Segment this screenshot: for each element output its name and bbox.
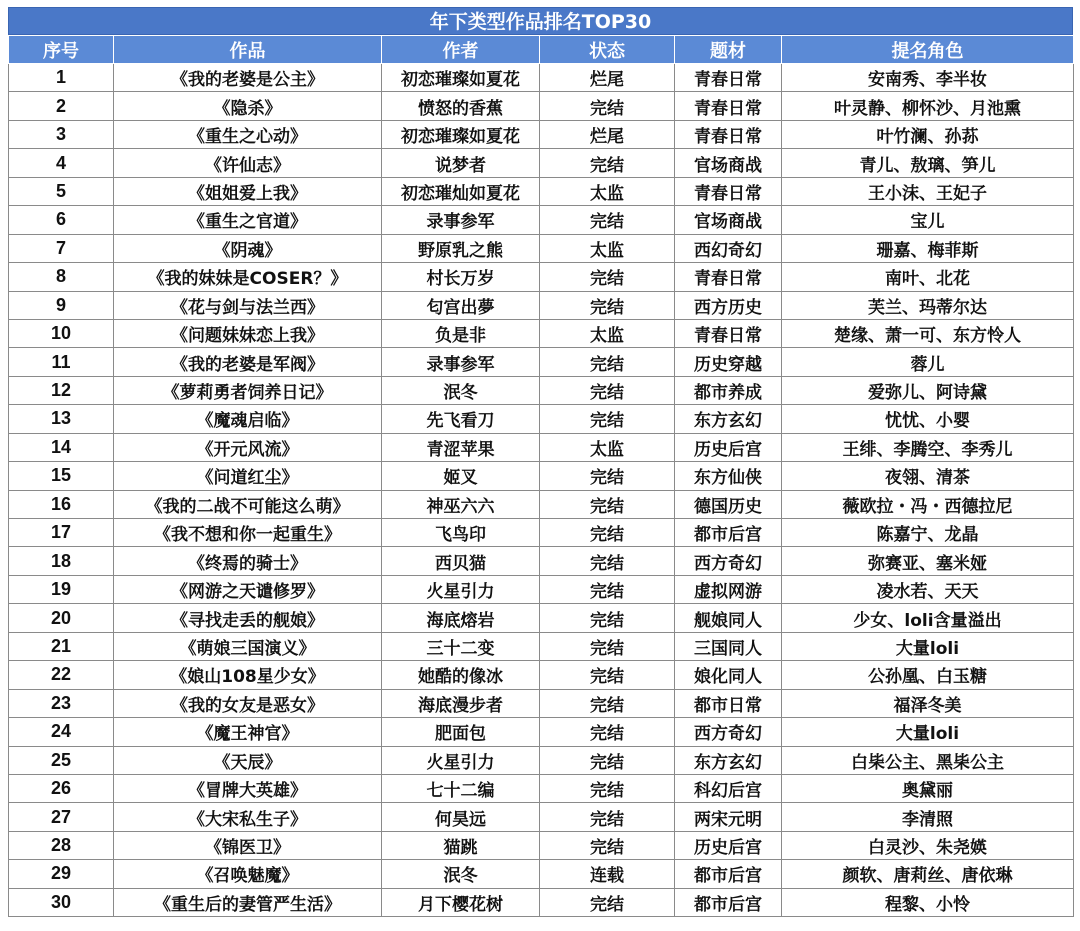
table-row (9, 547, 1074, 575)
cell-status: 完结 (540, 291, 675, 319)
cell-characters: 大量loli (782, 718, 1074, 746)
cell-author: 神巫六六 (382, 490, 540, 518)
cell-work: 《锦医卫》 (114, 831, 382, 859)
header-characters: 提名角色 (782, 36, 1074, 64)
cell-characters: 白枈公主、黑枈公主 (782, 746, 1074, 774)
cell-author: 录事参军 (382, 206, 540, 234)
table-row (9, 234, 1074, 262)
cell-author: 说梦者 (382, 149, 540, 177)
cell-rank: 1 (9, 64, 114, 92)
cell-characters: 奥黛丽 (782, 774, 1074, 802)
table-row (9, 689, 1074, 717)
table-row (9, 718, 1074, 746)
cell-work: 《魔魂启临》 (114, 405, 382, 433)
cell-work: 《萝莉勇者饲养日记》 (114, 376, 382, 404)
cell-work: 《寻找走丢的舰娘》 (114, 604, 382, 632)
cell-rank: 13 (9, 405, 114, 433)
cell-genre: 青春日常 (675, 319, 782, 347)
cell-status: 完结 (540, 149, 675, 177)
header-genre: 题材 (675, 36, 782, 64)
cell-genre: 青春日常 (675, 92, 782, 120)
table-row (9, 433, 1074, 461)
cell-work: 《我不想和你一起重生》 (114, 519, 382, 547)
cell-rank: 9 (9, 291, 114, 319)
cell-rank: 4 (9, 149, 114, 177)
table-row (9, 604, 1074, 632)
cell-rank: 5 (9, 177, 114, 205)
cell-status: 烂尾 (540, 120, 675, 148)
cell-rank: 17 (9, 519, 114, 547)
cell-genre: 虚拟网游 (675, 575, 782, 603)
header-status: 状态 (540, 36, 675, 64)
cell-genre: 娘化同人 (675, 661, 782, 689)
cell-work: 《隐杀》 (114, 92, 382, 120)
cell-genre: 东方仙侠 (675, 462, 782, 490)
cell-characters: 安南秀、李半妆 (782, 64, 1074, 92)
cell-characters: 凌水若、天天 (782, 575, 1074, 603)
cell-characters: 大量loli (782, 632, 1074, 660)
table-row (9, 120, 1074, 148)
cell-characters: 公孙凰、白玉糖 (782, 661, 1074, 689)
cell-author: 泯冬 (382, 376, 540, 404)
cell-genre: 德国历史 (675, 490, 782, 518)
cell-status: 完结 (540, 774, 675, 802)
cell-genre: 东方玄幻 (675, 405, 782, 433)
cell-work: 《召唤魅魔》 (114, 860, 382, 888)
header-rank: 序号 (9, 36, 114, 64)
cell-status: 完结 (540, 604, 675, 632)
cell-work: 《终焉的骑士》 (114, 547, 382, 575)
table-row (9, 149, 1074, 177)
cell-author: 初恋璀璨如夏花 (382, 64, 540, 92)
cell-work: 《冒牌大英雄》 (114, 774, 382, 802)
cell-rank: 18 (9, 547, 114, 575)
cell-rank: 28 (9, 831, 114, 859)
cell-genre: 历史后宫 (675, 831, 782, 859)
cell-status: 完结 (540, 263, 675, 291)
cell-author: 三十二变 (382, 632, 540, 660)
cell-characters: 陈嘉宁、龙晶 (782, 519, 1074, 547)
cell-status: 烂尾 (540, 64, 675, 92)
cell-author: 先飞看刀 (382, 405, 540, 433)
cell-status: 完结 (540, 405, 675, 433)
cell-genre: 都市后宫 (675, 888, 782, 916)
table-row (9, 774, 1074, 802)
table-row (9, 490, 1074, 518)
cell-rank: 2 (9, 92, 114, 120)
cell-author: 初恋璀灿如夏花 (382, 177, 540, 205)
cell-rank: 16 (9, 490, 114, 518)
cell-author: 猫跳 (382, 831, 540, 859)
cell-author: 泯冬 (382, 860, 540, 888)
cell-author: 负是非 (382, 319, 540, 347)
table-row (9, 803, 1074, 831)
cell-rank: 24 (9, 718, 114, 746)
cell-characters: 弥赛亚、塞米娅 (782, 547, 1074, 575)
cell-characters: 福泽冬美 (782, 689, 1074, 717)
cell-rank: 12 (9, 376, 114, 404)
cell-status: 完结 (540, 632, 675, 660)
cell-characters: 宝儿 (782, 206, 1074, 234)
cell-status: 完结 (540, 348, 675, 376)
cell-work: 《萌娘三国演义》 (114, 632, 382, 660)
cell-genre: 官场商战 (675, 149, 782, 177)
cell-characters: 蓉儿 (782, 348, 1074, 376)
cell-status: 太监 (540, 433, 675, 461)
cell-work: 《问题妹妹恋上我》 (114, 319, 382, 347)
cell-characters: 叶灵静、柳怀沙、月池熏 (782, 92, 1074, 120)
cell-genre: 三国同人 (675, 632, 782, 660)
cell-rank: 3 (9, 120, 114, 148)
cell-status: 连载 (540, 860, 675, 888)
cell-work: 《问道红尘》 (114, 462, 382, 490)
table-row (9, 319, 1074, 347)
cell-rank: 6 (9, 206, 114, 234)
cell-genre: 西幻奇幻 (675, 234, 782, 262)
cell-rank: 25 (9, 746, 114, 774)
table-row (9, 575, 1074, 603)
cell-rank: 11 (9, 348, 114, 376)
cell-author: 初恋璀璨如夏花 (382, 120, 540, 148)
cell-genre: 西方奇幻 (675, 547, 782, 575)
cell-characters: 楚缘、萧一可、东方怜人 (782, 319, 1074, 347)
cell-work: 《我的妹妹是COSER？》 (114, 263, 382, 291)
cell-genre: 都市日常 (675, 689, 782, 717)
cell-genre: 青春日常 (675, 263, 782, 291)
cell-status: 完结 (540, 519, 675, 547)
cell-status: 完结 (540, 661, 675, 689)
table-row (9, 462, 1074, 490)
table-row (9, 661, 1074, 689)
cell-characters: 王绯、李腾空、李秀儿 (782, 433, 1074, 461)
cell-status: 完结 (540, 462, 675, 490)
header-author: 作者 (382, 36, 540, 64)
cell-author: 月下樱花树 (382, 888, 540, 916)
cell-rank: 20 (9, 604, 114, 632)
cell-work: 《姐姐爱上我》 (114, 177, 382, 205)
cell-work: 《天辰》 (114, 746, 382, 774)
cell-author: 录事参军 (382, 348, 540, 376)
cell-characters: 程黎、小怜 (782, 888, 1074, 916)
table-row (9, 177, 1074, 205)
cell-characters: 薇欧拉・冯・西德拉尼 (782, 490, 1074, 518)
cell-rank: 7 (9, 234, 114, 262)
table-row (9, 92, 1074, 120)
cell-author: 姬叉 (382, 462, 540, 490)
cell-work: 《我的老婆是公主》 (114, 64, 382, 92)
table-row (9, 519, 1074, 547)
table-row (9, 64, 1074, 92)
cell-work: 《我的女友是恶女》 (114, 689, 382, 717)
cell-genre: 历史穿越 (675, 348, 782, 376)
cell-rank: 27 (9, 803, 114, 831)
cell-genre: 西方历史 (675, 291, 782, 319)
cell-characters: 芙兰、玛蒂尔达 (782, 291, 1074, 319)
header-row (9, 36, 1074, 64)
cell-author: 海底熔岩 (382, 604, 540, 632)
cell-genre: 历史后宫 (675, 433, 782, 461)
cell-rank: 8 (9, 263, 114, 291)
cell-rank: 15 (9, 462, 114, 490)
table-row (9, 291, 1074, 319)
cell-rank: 10 (9, 319, 114, 347)
cell-author: 七十二编 (382, 774, 540, 802)
table-row (9, 348, 1074, 376)
table-row (9, 888, 1074, 916)
cell-status: 完结 (540, 888, 675, 916)
cell-work: 《重生后的妻管严生活》 (114, 888, 382, 916)
cell-characters: 李清照 (782, 803, 1074, 831)
cell-status: 完结 (540, 831, 675, 859)
cell-status: 完结 (540, 575, 675, 603)
cell-work: 《网游之天谴修罗》 (114, 575, 382, 603)
table-row (9, 632, 1074, 660)
ranking-table-container (8, 7, 1073, 917)
cell-author: 西贝猫 (382, 547, 540, 575)
cell-work: 《阴魂》 (114, 234, 382, 262)
cell-author: 愤怒的香蕉 (382, 92, 540, 120)
cell-genre: 青春日常 (675, 177, 782, 205)
cell-characters: 白灵沙、朱尧媖 (782, 831, 1074, 859)
cell-genre: 两宋元明 (675, 803, 782, 831)
cell-author: 海底漫步者 (382, 689, 540, 717)
cell-status: 完结 (540, 746, 675, 774)
cell-rank: 30 (9, 888, 114, 916)
cell-status: 完结 (540, 689, 675, 717)
cell-characters: 忧忧、小婴 (782, 405, 1074, 433)
table-row (9, 860, 1074, 888)
cell-rank: 21 (9, 632, 114, 660)
cell-status: 完结 (540, 490, 675, 518)
cell-genre: 科幻后宫 (675, 774, 782, 802)
table-row (9, 405, 1074, 433)
cell-work: 《大宋私生子》 (114, 803, 382, 831)
cell-genre: 都市后宫 (675, 860, 782, 888)
table-row (9, 831, 1074, 859)
cell-author: 火星引力 (382, 746, 540, 774)
table-body (9, 64, 1074, 917)
cell-author: 村长万岁 (382, 263, 540, 291)
cell-status: 完结 (540, 376, 675, 404)
cell-work: 《我的二战不可能这么萌》 (114, 490, 382, 518)
cell-characters: 珊嘉、梅菲斯 (782, 234, 1074, 262)
cell-author: 青涩苹果 (382, 433, 540, 461)
cell-work: 《娘山108星少女》 (114, 661, 382, 689)
cell-work: 《我的老婆是军阀》 (114, 348, 382, 376)
cell-work: 《开元风流》 (114, 433, 382, 461)
cell-rank: 14 (9, 433, 114, 461)
cell-rank: 29 (9, 860, 114, 888)
cell-status: 完结 (540, 92, 675, 120)
cell-author: 肥面包 (382, 718, 540, 746)
header-work: 作品 (114, 36, 382, 64)
cell-status: 完结 (540, 547, 675, 575)
table-row (9, 206, 1074, 234)
cell-author: 匂宫出夢 (382, 291, 540, 319)
cell-rank: 19 (9, 575, 114, 603)
cell-work: 《许仙志》 (114, 149, 382, 177)
cell-work: 《重生之心动》 (114, 120, 382, 148)
cell-rank: 23 (9, 689, 114, 717)
cell-author: 火星引力 (382, 575, 540, 603)
cell-genre: 青春日常 (675, 64, 782, 92)
cell-work: 《魔王神官》 (114, 718, 382, 746)
cell-author: 飞鸟印 (382, 519, 540, 547)
cell-rank: 22 (9, 661, 114, 689)
cell-author: 何昊远 (382, 803, 540, 831)
table-row (9, 746, 1074, 774)
table-title: 年下类型作品排名TOP30 (8, 7, 1073, 35)
cell-work: 《重生之官道》 (114, 206, 382, 234)
cell-status: 完结 (540, 206, 675, 234)
cell-characters: 王小沫、王妃子 (782, 177, 1074, 205)
cell-genre: 舰娘同人 (675, 604, 782, 632)
cell-characters: 夜翎、清茶 (782, 462, 1074, 490)
cell-rank: 26 (9, 774, 114, 802)
cell-characters: 青儿、敖璃、笋儿 (782, 149, 1074, 177)
cell-genre: 官场商战 (675, 206, 782, 234)
ranking-table (8, 35, 1074, 917)
cell-genre: 西方奇幻 (675, 718, 782, 746)
cell-characters: 颜软、唐莉丝、唐依琳 (782, 860, 1074, 888)
cell-status: 太监 (540, 234, 675, 262)
cell-genre: 青春日常 (675, 120, 782, 148)
cell-status: 太监 (540, 319, 675, 347)
cell-characters: 南叶、北花 (782, 263, 1074, 291)
cell-author: 她酷的像冰 (382, 661, 540, 689)
cell-genre: 都市养成 (675, 376, 782, 404)
cell-status: 完结 (540, 718, 675, 746)
cell-status: 太监 (540, 177, 675, 205)
cell-characters: 少女、loli含量溢出 (782, 604, 1074, 632)
cell-work: 《花与剑与法兰西》 (114, 291, 382, 319)
table-row (9, 263, 1074, 291)
cell-genre: 东方玄幻 (675, 746, 782, 774)
cell-author: 野原乳之熊 (382, 234, 540, 262)
cell-genre: 都市后宫 (675, 519, 782, 547)
table-row (9, 376, 1074, 404)
cell-characters: 爱弥儿、阿诗黛 (782, 376, 1074, 404)
cell-status: 完结 (540, 803, 675, 831)
cell-characters: 叶竹澜、孙荪 (782, 120, 1074, 148)
